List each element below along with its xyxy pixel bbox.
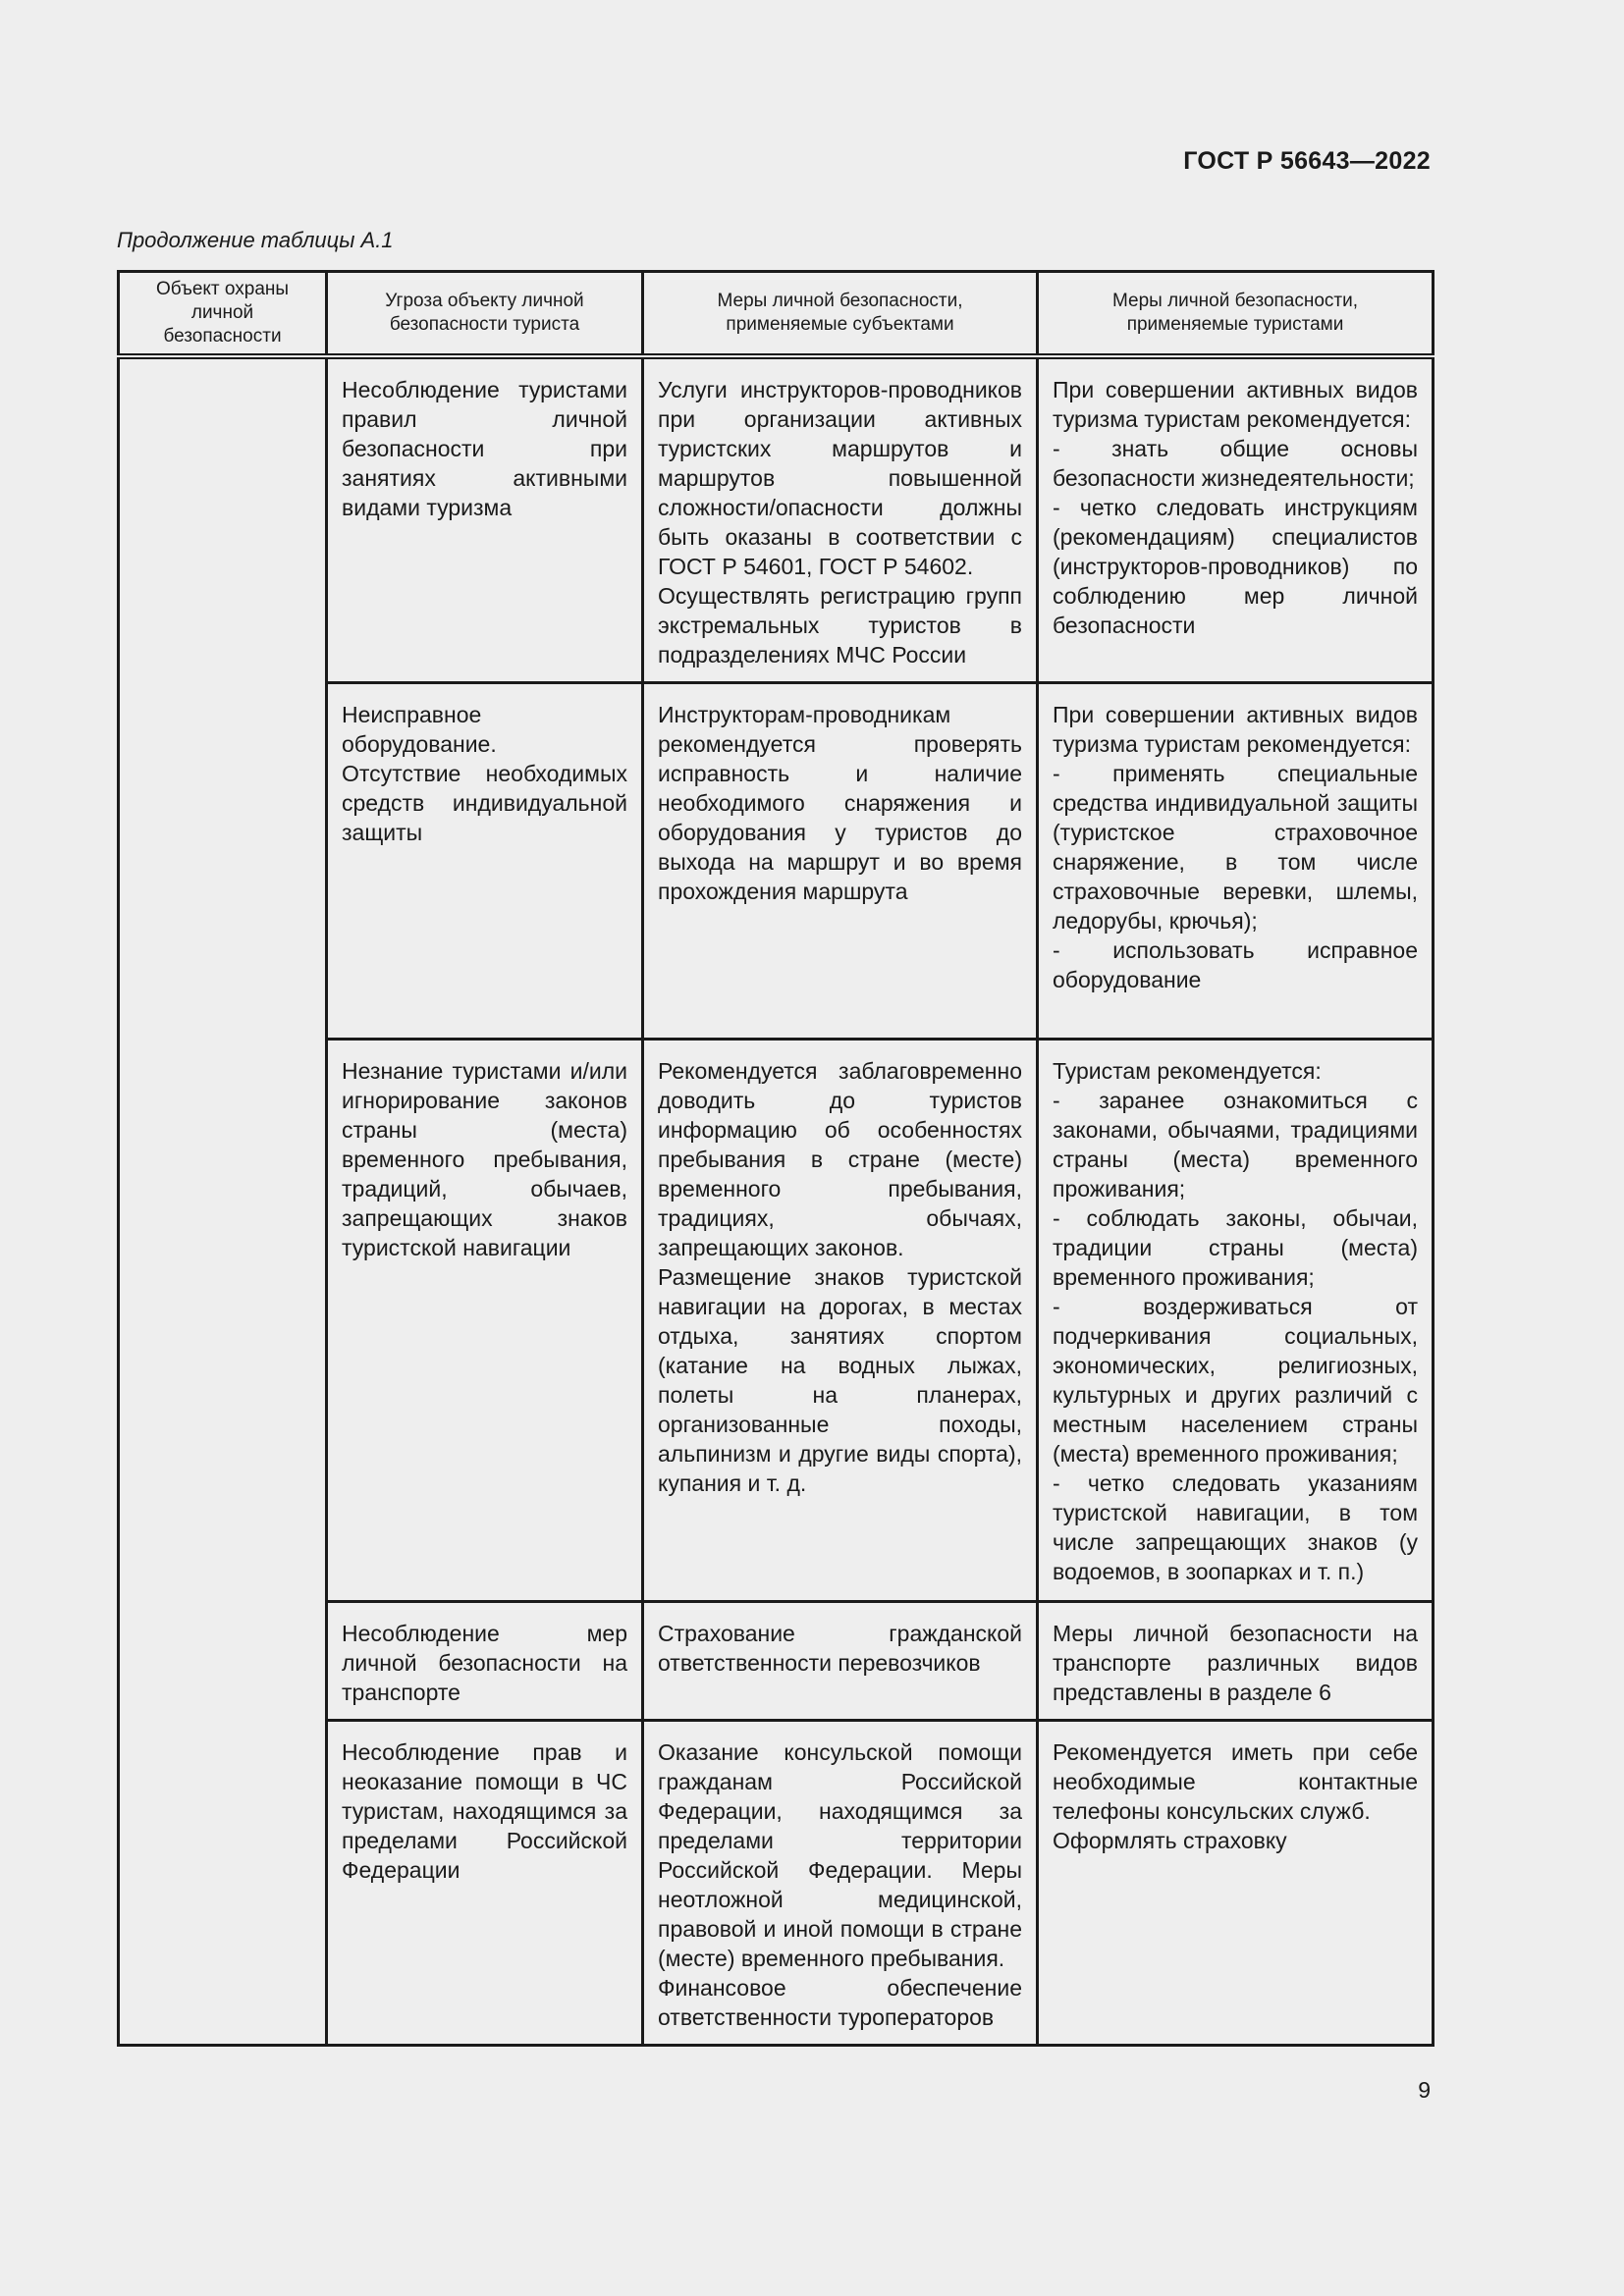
header-subject-measures: Меры личной безопасности, применяемые субъектами	[643, 272, 1038, 356]
cell-text: Услуги инструкторов-проводников при организации активных туристских маршрутов и маршрутов повышенной сложности/опасности должны быть оказаны в соответствии с ГОСТ Р 54601, ГОСТ Р 54602.	[658, 376, 1022, 579]
subject-measures-cell	[643, 683, 1038, 1040]
threat-cell	[327, 356, 643, 683]
table-header	[119, 272, 1434, 356]
cell-text: Размещение знаков туристской навигации на дорогах, в местах отдыха, занятиях спортом (катание на водных лыжах, полеты на планерах, организованные походы, альпинизм и другие виды спорта), купания и т. д.	[658, 1264, 1022, 1496]
cell-text: - четко следовать инструкциям (рекомендациям) специалистов (инструкторов-проводников) по соблюдению мер личной безопасности	[1053, 494, 1418, 638]
tourist-measures-cell	[1038, 356, 1434, 683]
cell-text: - четко следовать указаниям туристской навигации, в том числе запрещающих знаков (у водоемов, в зоопарках и т. п.)	[1053, 1470, 1418, 1584]
threat-cell	[327, 683, 643, 1040]
table-row	[119, 356, 1434, 683]
cell-text: Инструкторам-проводникам рекомендуется проверять исправность и наличие необходимого снаряжения и оборудования у туристов до выхода на маршрут и во время прохождения маршрута	[658, 702, 1022, 904]
tourist-measures-cell	[1038, 1602, 1434, 1721]
cell-text: Страхование гражданской ответственности перевозчиков	[658, 1621, 1022, 1676]
cell-text: При совершении активных видов туризма туристам рекомендуется:	[1053, 376, 1418, 432]
table-caption: Продолжение таблицы А.1	[117, 228, 394, 252]
cell-text: Оформлять страховку	[1053, 1828, 1287, 1853]
tourist-measures-cell	[1038, 683, 1434, 1040]
cell-text: - воздерживаться от подчеркивания социальных, экономических, религиозных, культурных и других различий с местным населением страны (места) временного проживания;	[1053, 1294, 1418, 1467]
header-threat: Угроза объекту личной безопасности туриста	[327, 272, 643, 356]
table-body	[119, 356, 1434, 2046]
cell-text: - соблюдать законы, обычаи, традиции страны (места) временного проживания;	[1053, 1205, 1418, 1290]
header-tourist-measures: Меры личной безопасности, применяемые туристами	[1038, 272, 1434, 356]
threat-cell	[327, 1602, 643, 1721]
header-object: Объект охраны личной безопасности	[119, 272, 327, 356]
subject-measures-cell	[643, 1040, 1038, 1602]
cell-text: При совершении активных видов туризма туристам рекомендуется:	[1053, 702, 1418, 757]
cell-text: Меры личной безопасности на транспорте различных видов представлены в разделе 6	[1053, 1621, 1418, 1705]
cell-text: - использовать исправное оборудование	[1053, 937, 1418, 992]
tourist-measures-cell	[1038, 1721, 1434, 2046]
subject-measures-cell	[643, 1602, 1038, 1721]
cell-text: Несоблюдение прав и неоказание помощи в ЧС туристам, находящимся за пределами Российской Федерации	[342, 1739, 627, 1883]
cell-text: Оказание консульской помощи гражданам Российской Федерации, находящимся за пределами территории Российской Федерации. Меры неотложной медицинской, правовой и иной помощи в стране (месте) временного пребывания.	[658, 1739, 1022, 1971]
cell-text: Несоблюдение мер личной безопасности на транспорте	[342, 1621, 627, 1705]
cell-text: - заранее ознакомиться с законами, обычаями, традициями страны (места) временного проживания;	[1053, 1088, 1418, 1201]
cell-text: Незнание туристами и/или игнорирование законов страны (места) временного пребывания, традиций, обычаев, запрещающих знаков туристской навигации	[342, 1058, 627, 1260]
cell-text: Несоблюдение туристами правил личной безопасности при занятиях активными видами туризма	[342, 376, 627, 520]
tourist-measures-cell	[1038, 1040, 1434, 1602]
threat-cell	[327, 1040, 643, 1602]
threat-cell	[327, 1721, 643, 2046]
cell-text: - применять специальные средства индивидуальной защиты (туристское страховочное снаряжение, в том числе страховочные веревки, шлемы, ледорубы, крючья);	[1053, 761, 1418, 934]
cell-text: Неисправное оборудование.	[342, 702, 497, 757]
subject-measures-cell	[643, 356, 1038, 683]
cell-text: Осуществлять регистрацию групп экстремальных туристов в подразделениях МЧС России	[658, 582, 1022, 667]
standard-code: ГОСТ Р 56643—2022	[1183, 147, 1431, 175]
subject-measures-cell	[643, 1721, 1038, 2046]
measures-table	[117, 270, 1435, 2047]
cell-text: Туристам рекомендуется:	[1053, 1058, 1322, 1084]
object-cell	[119, 356, 327, 2046]
cell-text: - знать общие основы безопасности жизнедеятельности;	[1053, 435, 1418, 491]
cell-text: Финансовое обеспечение ответственности туроператоров	[658, 1975, 1022, 2030]
page-number: 9	[1418, 2077, 1431, 2103]
cell-text: Рекомендуется заблаговременно доводить до туристов информацию об особенностях пребывания в стране (месте) временного пребывания, традициях, обычаях, запрещающих законов.	[658, 1058, 1022, 1260]
cell-text: Отсутствие необходимых средств индивидуальной защиты	[342, 761, 627, 845]
cell-text: Рекомендуется иметь при себе необходимые контактные телефоны консульских служб.	[1053, 1739, 1418, 1824]
